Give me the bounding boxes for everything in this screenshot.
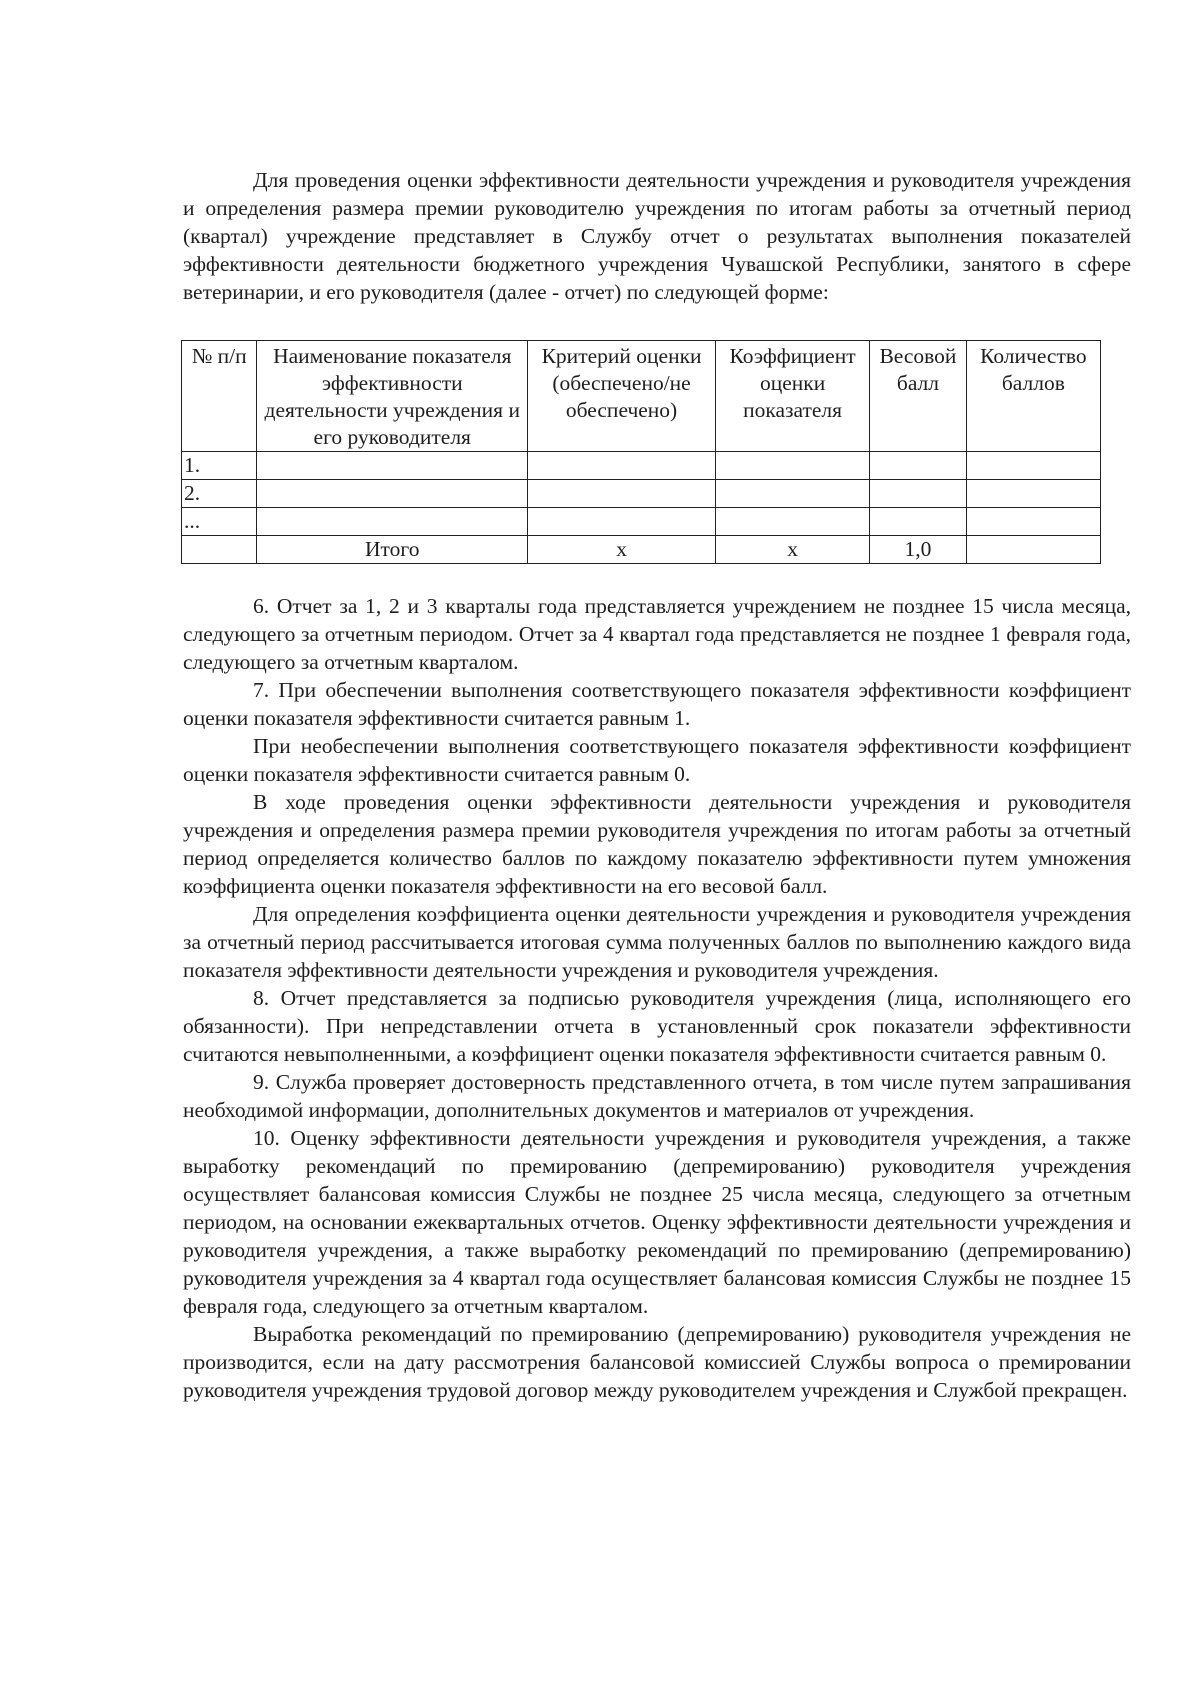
paragraph-6: 6. Отчет за 1, 2 и 3 кварталы года представляется учреждением не позднее 15 числа месяца, следующего за отчетным периодом. Отчет за 4 квартал года представляется не позднее 1 февраля года, следующего за отчетным кварталом.: [183, 594, 1131, 674]
table-cell: [528, 452, 716, 480]
table-row: [182, 452, 1101, 480]
table-row: [182, 480, 1101, 508]
header-coefficient: Коэффициент оценки показателя: [715, 341, 869, 452]
document-page: [183, 166, 1131, 1404]
paragraph-7-nonfulfillment: При необеспечении выполнения соответствующего показателя эффективности коэффициент оценки показателя эффективности считается равным 0.: [183, 734, 1131, 786]
paragraph-10-exception: Выработка рекомендаций по премированию (депремированию) руководителя учреждения не производится, если на дату рассмотрения балансовой комиссией Службы вопроса о премировании руководителя учреждения трудовой договор между руководителем учреждения и Службой прекращен.: [183, 1322, 1131, 1402]
table-cell: [715, 508, 869, 536]
table-total-row: [182, 536, 1101, 564]
intro-paragraph: Для проведения оценки эффективности деятельности учреждения и руководителя учреждения и определения размера премии руководителю учреждения по итогам работы за отчетный период (квартал) учреждение представляет в Службу отчет о результатах выполнения показателей эффективности деятельности бюджетного учреждения Чувашской Республики, занятого в сфере ветеринарии, и его руководителя (далее - отчет) по следующей форме:: [183, 168, 1131, 304]
table-header-row: [182, 341, 1101, 452]
table-cell: [870, 452, 967, 480]
row-number: 1.: [182, 452, 257, 480]
table-cell: [870, 480, 967, 508]
table-cell: [257, 452, 528, 480]
paragraph-8: 8. Отчет представляется за подписью руководителя учреждения (лица, исполняющего его обязанности). При непредставлении отчета в установленный срок показатели эффективности считаются невыполненными, а коэффициент оценки показателя эффективности считается равным 0.: [183, 986, 1131, 1066]
row-number: 2.: [182, 480, 257, 508]
report-form-table: [181, 340, 1101, 564]
header-indicator-name: Наименование показателя эффективности деятельности учреждения и его руководителя: [257, 341, 528, 452]
header-weight: Весовой балл: [870, 341, 967, 452]
table-row: [182, 508, 1101, 536]
paragraph-7-scoring: В ходе проведения оценки эффективности деятельности учреждения и руководителя учреждения и определения размера премии руководителя учреждения по итогам работы за отчетный период определяется количество баллов по каждому показателю эффективности путем умножения коэффициента оценки показателя эффективности на его весовой балл.: [183, 790, 1131, 898]
table-cell: [715, 452, 869, 480]
paragraph-10: 10. Оценку эффективности деятельности учреждения и руководителя учреждения, а также выработку рекомендаций по премированию (депремированию) руководителя учреждения осуществляет балансовая комиссия Службы не позднее 25 числа месяца, следующего за отчетным периодом, на основании ежеквартальных отчетов. Оценку эффективности деятельности учреждения и руководителя учреждения, а также выработку рекомендаций по премированию (депремированию) руководителя учреждения за 4 квартал года осуществляет балансовая комиссия Службы не позднее 15 февраля года, следующего за отчетным кварталом.: [183, 1126, 1131, 1318]
table-cell: [966, 536, 1100, 564]
header-criterion: Критерий оценки (обеспечено/не обеспечено): [528, 341, 716, 452]
total-criterion: x: [528, 536, 716, 564]
total-coefficient: x: [715, 536, 869, 564]
paragraph-7: 7. При обеспечении выполнения соответствующего показателя эффективности коэффициент оценки показателя эффективности считается равным 1.: [183, 678, 1131, 730]
table-cell: [257, 480, 528, 508]
total-weight: 1,0: [870, 536, 967, 564]
paragraph-7-total: Для определения коэффициента оценки деятельности учреждения и руководителя учреждения за отчетный период рассчитывается итоговая сумма полученных баллов по выполнению каждого вида показателя эффективности деятельности учреждения и руководителя учреждения.: [183, 902, 1131, 982]
table-cell: [182, 536, 257, 564]
header-points: Количество баллов: [966, 341, 1100, 452]
table-cell: [528, 480, 716, 508]
header-number: № п/п: [182, 341, 257, 452]
table-cell: [715, 480, 869, 508]
table-cell: [257, 508, 528, 536]
total-label: Итого: [257, 536, 528, 564]
paragraph-9: 9. Служба проверяет достоверность представленного отчета, в том числе путем запрашивания необходимой информации, дополнительных документов и материалов от учреждения.: [183, 1070, 1131, 1122]
table-cell: [528, 508, 716, 536]
row-number: ...: [182, 508, 257, 536]
table-cell: [966, 480, 1100, 508]
table-cell: [870, 508, 967, 536]
table-cell: [966, 508, 1100, 536]
table-cell: [966, 452, 1100, 480]
